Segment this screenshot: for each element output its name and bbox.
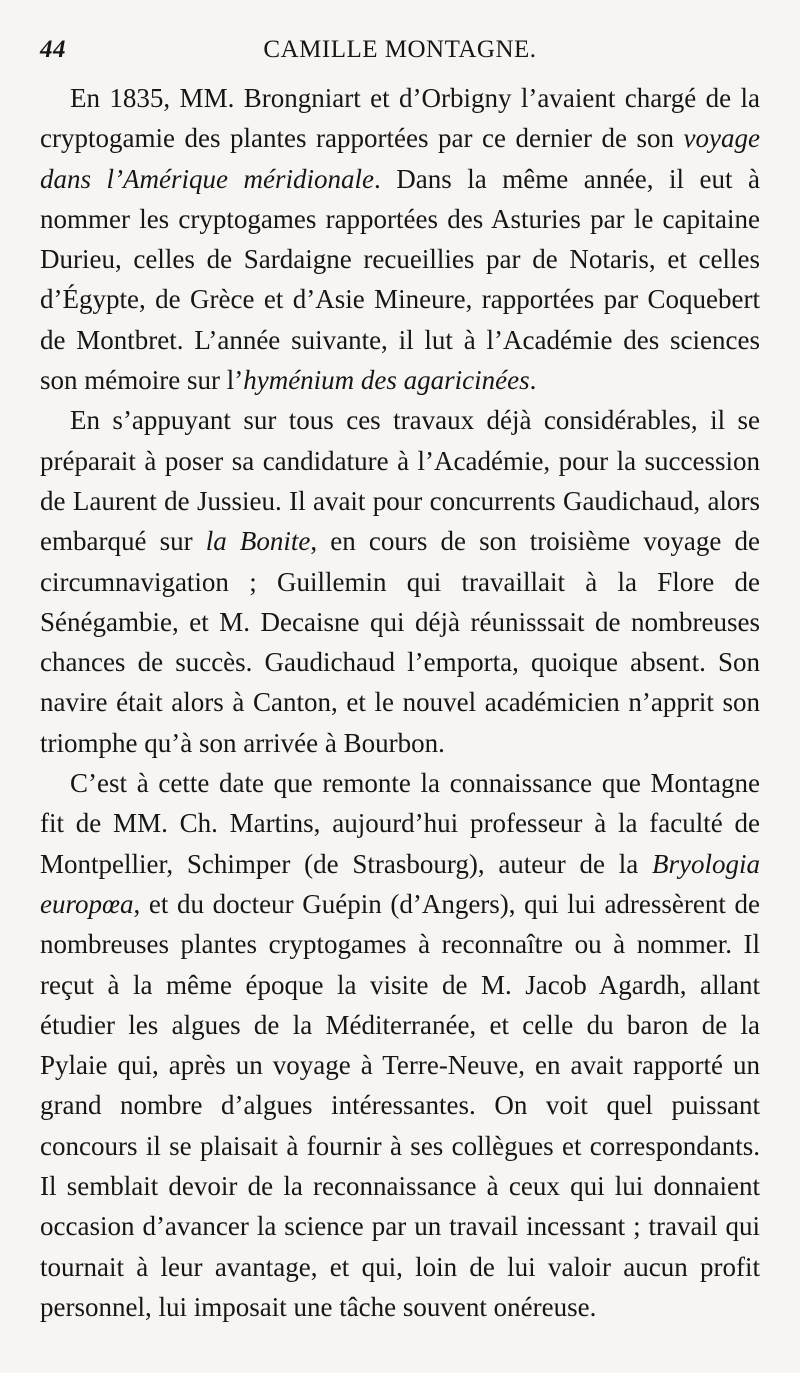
text-run: En s’appuyant sur tous ces travaux déjà considérables, il se préparait à poser sa candidature à l’Académie, pour la succession de Laurent de Jussieu. Il avait pour concurrents Gaudichaud, alors embarqué sur	[40, 405, 760, 557]
page-header	[40, 30, 760, 70]
page-number: 44	[40, 36, 66, 63]
italic-text: hyménium des agaricinées	[243, 365, 530, 396]
text-run: . Dans la même année, il eut à nommer les cryptogames rapportées des Asturies par le capitaine Durieu, celles de Sardaigne recueillies par de Notaris, et celles d’Égypte, de Grèce et d’Asie Mineure, rapportées par Coquebert de Montbret. L’année suivante, il lut à l’Académie des sciences son mémoire sur l’	[40, 163, 760, 396]
paragraph	[40, 763, 760, 1327]
text-run: .	[529, 365, 537, 396]
text-run: , et du docteur Guépin (d’Angers), qui lui adressèrent de nombreuses plantes cryptogames à reconnaître ou à nommer. Il reçut à la même époque la visite de M. Jacob Agardh, allant étudier les algues de la Méditerranée, et celle du baron de la Pylaie qui, après un voyage à Terre-Neuve, en avait rapporté un grand nombre d’algues intéressantes. On voit quel puissant concours il se plaisait à fournir à ses collègues et correspondants. Il semblait devoir de la reconnaissance à ceux qui lui donnaient occasion d’avancer la science par un travail incessant ; travail qui tournait à leur avantage, et qui, loin de lui valoir aucun profit personnel, lui imposait une tâche souvent onéreuse.	[40, 888, 760, 1322]
paragraph	[40, 400, 760, 763]
text-run: , en cours de son troisième voyage de circumnavigation ; Guillemin qui travaillait à la Flore de Sénégambie, et M. Decaisne qui déjà réunisssait de nombreuses chances de succès. Gaudichaud l’emporta, quoique absent. Son navire était alors à Canton, et le nouvel académicien n’apprit son triomphe qu’à son arrivée à Bourbon.	[40, 526, 760, 758]
text-run: En 1835, MM. Brongniart et d’Orbigny l’avaient chargé de la cryptogamie des plantes rapportées par ce dernier de son	[40, 83, 760, 154]
body-text	[40, 78, 760, 1327]
text-run: C’est à cette date que remonte la connaissance que Montagne fit de MM. Ch. Martins, aujourd’hui professeur à la faculté de Montpellier, Schimper (de Strasbourg), auteur de la	[40, 768, 760, 879]
italic-text: la Bonite	[205, 526, 311, 557]
running-title: CAMILLE MONTAGNE.	[263, 36, 537, 63]
italic-text: voyage dans l’Amérique méridionale	[40, 123, 760, 194]
italic-text: Bryologia europœa	[40, 848, 760, 919]
paragraph	[40, 78, 760, 400]
